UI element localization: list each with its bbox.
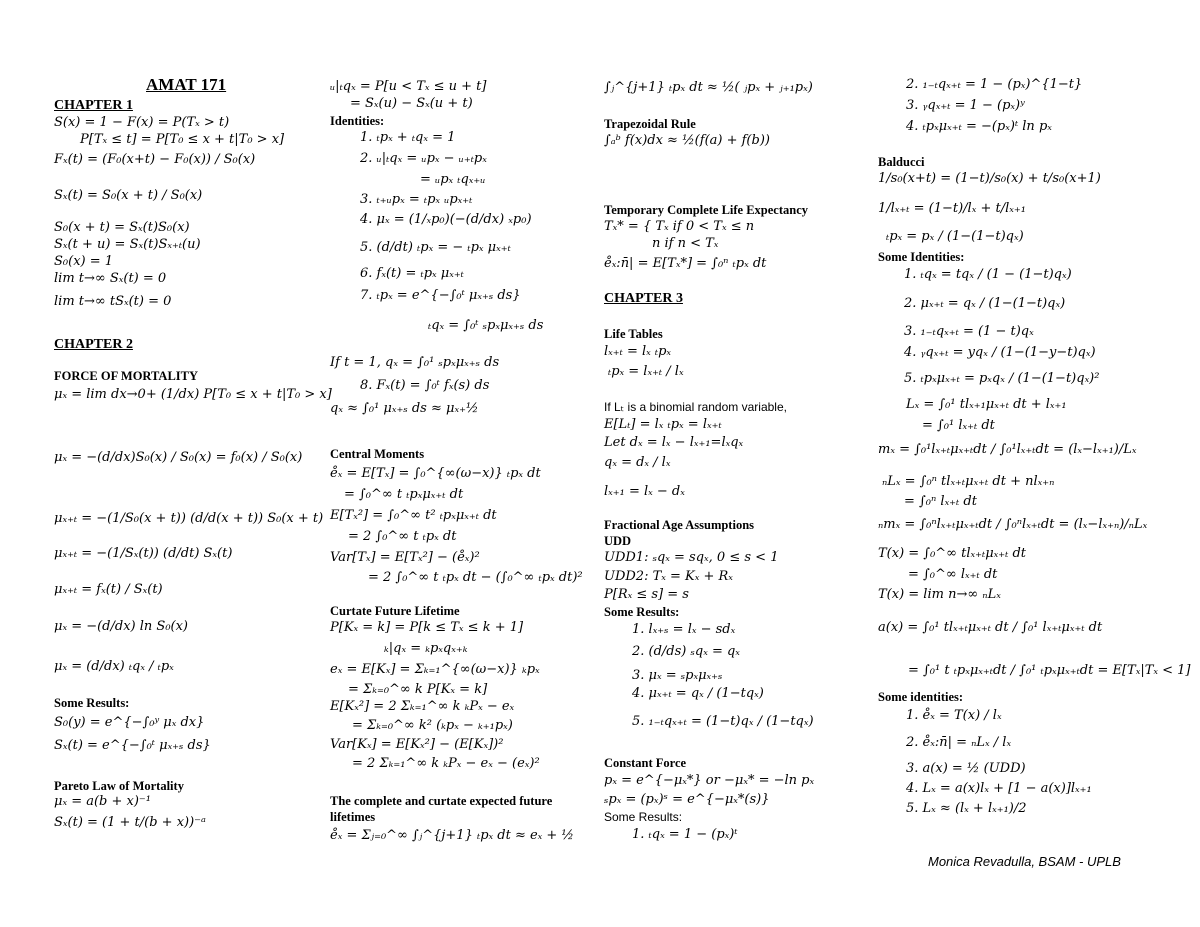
formula-line: μₓ₊ₜ = −(1/S₀(x + t)) (d/d(x + t)) S₀(x + t) (54, 511, 324, 526)
formula-line: T(x) = lim n→∞ ₙLₓ (878, 587, 1001, 602)
formula-line: a(x) = ∫₀¹ tlₓ₊ₜμₓ₊ₜ dt / ∫₀¹ lₓ₊ₜμₓ₊ₜ dt (878, 620, 1103, 635)
formula-line: = ∫₀^∞ lₓ₊ₜ dt (908, 567, 998, 582)
formula-line: lim t→∞ tSₓ(t) = 0 (54, 294, 172, 309)
formula-line: E[Lₜ] = lₓ ₜpₓ = lₓ₊ₜ (604, 417, 722, 432)
formula-line: 5. ₜpₓμₓ₊ₜ = pₓqₓ / (1−(1−t)qₓ)² (904, 371, 1100, 386)
formula-line: ᵤ|ₜqₓ = P[u < Tₓ ≤ u + t] (330, 79, 487, 94)
formula-line: = Σₖ₌₀^∞ k² (ₖpₓ − ₖ₊₁pₓ) (352, 718, 513, 733)
formula-line: Var[Tₓ] = E[Tₓ²] − (e̊ₓ)² (330, 550, 480, 565)
formula-line: e̊ₓ:n̄| = E[Tₓ*] = ∫₀ⁿ ₜpₓ dt (604, 256, 767, 271)
formula-line: P[Kₓ = k] = P[k ≤ Tₓ ≤ k + 1] (330, 620, 524, 635)
formula-line: = 2 ∫₀^∞ t ₜpₓ dt − (∫₀^∞ ₜpₓ dt)² (368, 570, 583, 585)
chapter-heading: CHAPTER 1 (54, 98, 133, 113)
formula-line: Sₓ(t) = (1 + t/(b + x))⁻ᵃ (54, 815, 206, 830)
text-line: Some Results: (604, 810, 683, 824)
formula-line: μₓ = −(d/dx) ln S₀(x) (54, 619, 188, 634)
formula-line: μₓ = a(b + x)⁻¹ (54, 794, 151, 809)
formula-line: eₓ = E[Kₓ] = Σₖ₌₁^{∞(ω−x)} ₖpₓ (330, 662, 540, 677)
formula-line: ₜqₓ = ∫₀ᵗ ₛpₓμₓ₊ₛ ds (428, 318, 544, 333)
formula-line: e̊ₓ = E[Tₓ] = ∫₀^{∞(ω−x)} ₜpₓ dt (330, 466, 541, 481)
formula-line: ₙmₓ = ∫₀ⁿlₓ₊ₜμₓ₊ₜdt / ∫₀ⁿlₓ₊ₜdt = (lₓ−lₓ₊ₙ)/ₙLₓ (878, 517, 1148, 532)
section-heading: Some Results: (54, 696, 130, 710)
formula-line: Fₓ(t) = (F₀(x+t) − F₀(x)) / S₀(x) (54, 152, 256, 167)
formula-line: = 2 ∫₀^∞ t ₜpₓ dt (348, 529, 457, 544)
formula-line: 5. ₁₋ₜqₓ₊ₜ = (1−t)qₓ / (1−tqₓ) (632, 714, 814, 729)
formula-line: μₓ = −(d/dx)S₀(x) / S₀(x) = f₀(x) / S₀(x) (54, 450, 303, 465)
formula-line: Let dₓ = lₓ − lₓ₊₁=lₓqₓ (604, 435, 744, 450)
formula-line: ∫ₐᵇ f(x)dx ≈ ½(f(a) + f(b)) (604, 133, 770, 148)
section-heading: lifetimes (330, 810, 376, 824)
formula-line: e̊ₓ = Σⱼ₌₀^∞ ∫ⱼ^{j+1} ₜpₓ dt ≈ eₓ + ½ (330, 828, 575, 843)
formula-line: Sₓ(t) = e^{−∫₀ᵗ μₓ₊ₛ ds} (54, 738, 211, 753)
formula-line: qₓ = dₓ / lₓ (604, 455, 671, 470)
formula-line: 4. Lₓ = a(x)lₓ + [1 − a(x)]lₓ₊₁ (906, 781, 1092, 796)
section-heading: The complete and curtate expected future (330, 794, 553, 808)
formula-line: μₓ₊ₜ = −(1/Sₓ(t)) (d/dt) Sₓ(t) (54, 546, 233, 561)
formula-line: mₓ = ∫₀¹lₓ₊ₜμₓ₊ₜdt / ∫₀¹lₓ₊ₜdt = (lₓ−lₓ₊₁)/Lₓ (878, 442, 1137, 457)
section-heading: Some identities: (878, 690, 964, 704)
author-footer: Monica Revadulla, BSAM - UPLB (928, 854, 1121, 869)
formula-line: 4. μₓ₊ₜ = qₓ / (1−tqₓ) (632, 686, 764, 701)
formula-line: 4. ₜpₓμₓ₊ₜ = −(pₓ)ᵗ ln pₓ (906, 119, 1052, 134)
formula-line: = Sₓ(u) − Sₓ(u + t) (350, 96, 473, 111)
formula-line: 3. a(x) = ½ (UDD) (906, 761, 1026, 776)
section-heading: Identities: (330, 114, 385, 128)
formula-line: 2. μₓ₊ₜ = qₓ / (1−(1−t)qₓ) (904, 296, 1066, 311)
formula-line: lₓ₊₁ = lₓ − dₓ (604, 484, 685, 499)
section-heading: Some Identities: (878, 250, 965, 264)
formula-line: S₀(x) = 1 (54, 254, 114, 269)
formula-line: 6. fₓ(t) = ₜpₓ μₓ₊ₜ (360, 266, 464, 281)
formula-line: 2. ₁₋ₜqₓ₊ₜ = 1 − (pₓ)^{1−t} (906, 77, 1083, 92)
formula-line: 1. ₜqₓ = 1 − (pₓ)ᵗ (632, 827, 738, 842)
formula-line: ₙLₓ = ∫₀ⁿ tlₓ₊ₜμₓ₊ₜ dt + nlₓ₊ₙ (882, 474, 1055, 489)
formula-line: ₛpₓ = (pₓ)ˢ = e^{−μₓ*(s)} (604, 792, 770, 807)
formula-line: 1. e̊ₓ = T(x) / lₓ (906, 708, 1002, 723)
formula-line: 7. ₜpₓ = e^{−∫₀ᵗ μₓ₊ₛ ds} (360, 288, 521, 303)
page-title: AMAT 171 (146, 75, 227, 94)
formula-line: μₓ = lim dx→0+ (1/dx) P[T₀ ≤ x + t|T₀ > x] (54, 387, 332, 402)
formula-line: Lₓ = ∫₀¹ tlₓ₊₁μₓ₊ₜ dt + lₓ₊₁ (906, 397, 1067, 412)
formula-line: 1. ₜqₓ = tqₓ / (1 − (1−t)qₓ) (904, 267, 1072, 282)
formula-line: 3. ᵧqₓ₊ₜ = 1 − (pₓ)ʸ (906, 98, 1025, 113)
formula-line: ₜpₓ = pₓ / (1−(1−t)qₓ) (886, 229, 1024, 244)
formula-line: μₓ₊ₜ = fₓ(t) / Sₓ(t) (54, 582, 163, 597)
formula-line: Tₓ* = { Tₓ if 0 < Tₓ ≤ n (604, 219, 755, 234)
formula-line: ₖ|qₓ = ₖpₓqₓ₊ₖ (384, 641, 468, 656)
formula-line: 1. lₓ₊ₛ = lₓ − sdₓ (632, 622, 736, 637)
formula-line: = ∫₀^∞ t ₜpₓμₓ₊ₜ dt (344, 487, 464, 502)
section-heading: Fractional Age Assumptions (604, 518, 755, 532)
formula-line: Var[Kₓ] = E[Kₓ²] − (E[Kₓ])² (330, 737, 504, 752)
section-heading: Constant Force (604, 756, 687, 770)
section-heading: Pareto Law of Mortality (54, 779, 184, 793)
formula-line: 3. μₓ = ₛpₓμₓ₊ₛ (632, 668, 723, 683)
formula-line: = Σₖ₌₀^∞ k P[Kₓ = k] (348, 682, 488, 697)
formula-line: pₓ = e^{−μₓ*} or −μₓ* = −ln pₓ (604, 773, 815, 788)
formula-line: E[Tₓ²] = ∫₀^∞ t² ₜpₓμₓ₊ₜ dt (330, 508, 497, 523)
formula-line: = ∫₀¹ lₓ₊ₜ dt (922, 418, 995, 433)
section-heading: Temporary Complete Life Expectancy (604, 203, 809, 217)
formula-line: If t = 1, qₓ = ∫₀¹ ₛpₓμₓ₊ₛ ds (330, 355, 500, 370)
formula-line: P[Rₓ ≤ s] = s (604, 587, 689, 602)
formula-line: S(x) = 1 − F(x) = P(Tₓ > t) (54, 115, 230, 130)
formula-line: ₜpₓ = lₓ₊ₜ / lₓ (608, 364, 684, 379)
formula-line: E[Kₓ²] = 2 Σₖ₌₁^∞ k ₖPₓ − eₓ (330, 699, 515, 714)
formula-line: 2. ᵤ|ₜqₓ = ᵤpₓ − ᵤ₊ₜpₓ (360, 151, 487, 166)
formula-line: 5. Lₓ ≈ (lₓ + lₓ₊₁)/2 (906, 801, 1027, 816)
formula-line: 1. ₜpₓ + ₜqₓ = 1 (360, 130, 456, 145)
formula-line: = ∫₀¹ t ₜpₓμₓ₊ₜdt / ∫₀¹ ₜpₓμₓ₊ₜdt = E[Tₓ|Tₓ < 1] (908, 663, 1191, 678)
formula-line: 3. ₁₋ₜqₓ₊ₜ = (1 − t)qₓ (904, 324, 1034, 339)
formula-line: S₀(y) = e^{−∫₀ʸ μₓ dx} (54, 715, 205, 730)
chapter-heading: CHAPTER 3 (604, 291, 683, 306)
formula-line: Sₓ(t + u) = Sₓ(t)Sₓ₊ₜ(u) (54, 237, 201, 252)
section-heading: Curtate Future Lifetime (330, 604, 460, 618)
formula-line: 2. (d/ds) ₛqₓ = qₓ (632, 644, 740, 659)
formula-line: = 2 Σₖ₌₁^∞ k ₖPₓ − eₓ − (eₓ)² (352, 756, 540, 771)
formula-line: T(x) = ∫₀^∞ tlₓ₊ₜμₓ₊ₜ dt (878, 546, 1027, 561)
formula-line: = ∫₀ⁿ lₓ₊ₜ dt (904, 494, 977, 509)
formula-line: 3. ₜ₊ᵤpₓ = ₜpₓ ᵤpₓ₊ₜ (360, 192, 473, 207)
formula-line: lₓ₊ₜ = lₓ ₜpₓ (604, 344, 672, 359)
formula-line: 4. ᵧqₓ₊ₜ = yqₓ / (1−(1−y−t)qₓ) (904, 345, 1096, 360)
formula-line: 1/lₓ₊ₜ = (1−t)/lₓ + t/lₓ₊₁ (878, 201, 1026, 216)
formula-line: = ᵤpₓ ₜqₓ₊ᵤ (420, 172, 486, 187)
formula-line: 1/s₀(x+t) = (1−t)/s₀(x) + t/s₀(x+1) (878, 171, 1101, 186)
formula-line: UDD1: ₛqₓ = sqₓ, 0 ≤ s < 1 (604, 550, 779, 565)
section-heading: Some Results: (604, 605, 680, 619)
formula-line: Sₓ(t) = S₀(x + t) / S₀(x) (54, 188, 203, 203)
section-heading: Life Tables (604, 327, 663, 341)
formula-line: ∫ⱼ^{j+1} ₜpₓ dt ≈ ½( ⱼpₓ + ⱼ₊₁pₓ) (604, 80, 813, 95)
formula-line: S₀(x + t) = Sₓ(t)S₀(x) (54, 220, 190, 235)
section-heading: Central Moments (330, 447, 425, 461)
text-line: If Lₜ is a binomial random variable, (604, 400, 787, 414)
formula-line: 5. (d/dt) ₜpₓ = − ₜpₓ μₓ₊ₜ (360, 240, 511, 255)
formula-line: lim t→∞ Sₓ(t) = 0 (54, 271, 167, 286)
formula-line: 2. e̊ₓ:n̄| = ₙLₓ / lₓ (906, 735, 1012, 750)
formula-line: P[Tₓ ≤ t] = P[T₀ ≤ x + t|T₀ > x] (80, 132, 285, 147)
formula-line: UDD2: Tₓ = Kₓ + Rₓ (604, 569, 733, 584)
section-heading: Balducci (878, 155, 925, 169)
formula-line: 4. μₓ = (1/ₓp₀)(−(d/dx) ₓp₀) (360, 212, 532, 227)
formula-line: qₓ ≈ ∫₀¹ μₓ₊ₛ ds ≈ μₓ₊½ (330, 401, 479, 416)
formula-line: n if n < Tₓ (652, 236, 719, 251)
formula-line: μₓ = (d/dx) ₜqₓ / ₜpₓ (54, 659, 174, 674)
section-heading: UDD (604, 534, 632, 548)
section-heading: Trapezoidal Rule (604, 117, 696, 131)
section-heading: FORCE OF MORTALITY (54, 369, 199, 383)
chapter-heading: CHAPTER 2 (54, 337, 133, 352)
formula-line: 8. Fₓ(t) = ∫₀ᵗ fₓ(s) ds (360, 378, 490, 393)
